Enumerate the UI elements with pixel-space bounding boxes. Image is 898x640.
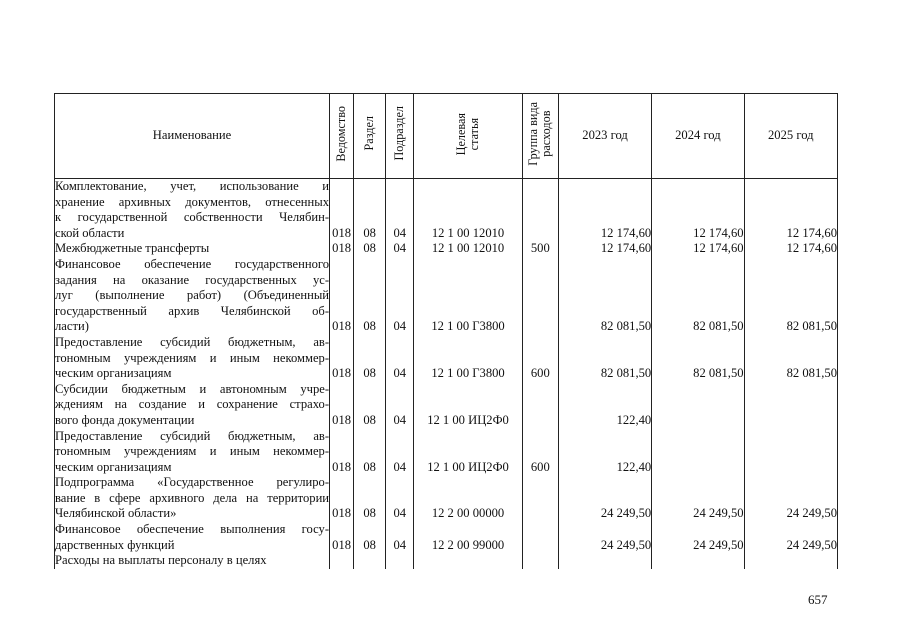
header-vedomstvo: Ведомство: [330, 94, 354, 179]
row-name-line: ческим организациям: [55, 459, 172, 474]
row-vedomstvo: 018: [330, 241, 354, 257]
row-gruppa: [522, 382, 558, 429]
row-gruppa: [522, 179, 558, 242]
row-value-2025: 82 081,50: [744, 335, 837, 382]
row-razdel: 08: [354, 241, 386, 257]
row-value-2024: [652, 382, 744, 429]
row-name-line: ласти): [55, 319, 89, 334]
row-vedomstvo: [330, 553, 354, 569]
row-tselevaya-statya: 12 1 00 12010: [414, 241, 522, 257]
row-name: [55, 475, 330, 522]
header-2025: 2025 год: [744, 94, 837, 179]
row-tselevaya-statya: 12 1 00 Г3800: [414, 257, 522, 335]
row-value-2024: 12 174,60: [652, 241, 744, 257]
row-gruppa: [522, 553, 558, 569]
row-name: [55, 429, 330, 476]
budget-table: [54, 93, 838, 569]
row-gruppa: [522, 522, 558, 553]
row-value-2024: 24 249,50: [652, 522, 744, 553]
row-name-line: луг (выполнение работ) (Объединенный: [55, 288, 330, 303]
row-name-line: Челябинской области»: [55, 506, 177, 521]
row-tselevaya-statya: [414, 553, 522, 569]
row-razdel: 08: [354, 522, 386, 553]
row-name-line: к государственной собственности Челябин-: [55, 210, 330, 225]
row-name-line: задания на оказание государственных ус-: [55, 272, 330, 287]
row-tselevaya-statya: 12 1 00 Г3800: [414, 335, 522, 382]
row-value-2023: 82 081,50: [558, 335, 651, 382]
header-razdel: Раздел: [354, 94, 386, 179]
row-podrazdel: [386, 553, 414, 569]
row-vedomstvo: 018: [330, 475, 354, 522]
row-value-2024: 12 174,60: [652, 179, 744, 242]
row-value-2025: [744, 429, 837, 476]
row-razdel: 08: [354, 179, 386, 242]
row-podrazdel: 04: [386, 382, 414, 429]
table-row: [55, 475, 838, 522]
row-value-2025: 12 174,60: [744, 179, 837, 242]
row-podrazdel: 04: [386, 429, 414, 476]
row-name-line: Финансовое обеспечение государственного: [55, 256, 330, 271]
row-podrazdel: 04: [386, 257, 414, 335]
header-gruppa-vida-rashodov: Группа вида расходов: [522, 94, 558, 179]
row-tselevaya-statya: 12 2 00 99000: [414, 522, 522, 553]
row-value-2023: 82 081,50: [558, 257, 651, 335]
row-value-2023: 24 249,50: [558, 475, 651, 522]
row-razdel: 08: [354, 475, 386, 522]
table-row: [55, 335, 838, 382]
row-value-2025: 24 249,50: [744, 475, 837, 522]
page-number: 657: [808, 592, 828, 607]
header-tselevaya-statya: Целевая статья: [414, 94, 522, 179]
budget-sheet: [54, 93, 838, 581]
row-name: [55, 335, 330, 382]
row-name: [55, 179, 330, 242]
table-body: [55, 179, 838, 569]
row-name: [55, 382, 330, 429]
row-podrazdel: 04: [386, 475, 414, 522]
row-name-line: Комплектование, учет, использование и: [55, 179, 330, 193]
row-name-line: Финансовое обеспечение выполнения госу-: [55, 522, 330, 537]
row-value-2023: 12 174,60: [558, 241, 651, 257]
row-tselevaya-statya: 12 1 00 ИЦ2Ф0: [414, 382, 522, 429]
row-vedomstvo: 018: [330, 335, 354, 382]
row-name-line: вание в сфере архивного дела на территории: [55, 490, 330, 505]
row-name-line: хранение архивных документов, отнесенных: [55, 194, 330, 209]
row-tselevaya-statya: 12 1 00 ИЦ2Ф0: [414, 429, 522, 476]
row-podrazdel: 04: [386, 522, 414, 553]
row-vedomstvo: 018: [330, 429, 354, 476]
row-value-2023: [558, 553, 651, 569]
row-gruppa: 600: [522, 429, 558, 476]
row-name-line: Предоставление субсидий бюджетным, ав-: [55, 334, 330, 349]
row-value-2025: 24 249,50: [744, 522, 837, 553]
row-razdel: [354, 553, 386, 569]
row-gruppa: 500: [522, 241, 558, 257]
row-razdel: 08: [354, 257, 386, 335]
row-name-line: ческим организациям: [55, 366, 172, 381]
row-name-line: дарственных функций: [55, 537, 175, 552]
header-podrazdel: Подраздел: [386, 94, 414, 179]
row-tselevaya-statya: 12 2 00 00000: [414, 475, 522, 522]
row-value-2023: 12 174,60: [558, 179, 651, 242]
row-tselevaya-statya: 12 1 00 12010: [414, 179, 522, 242]
row-name-line: тономным учреждениям и иным некоммер-: [55, 350, 330, 365]
table-row: [55, 553, 838, 569]
table-row: [55, 429, 838, 476]
row-value-2024: [652, 429, 744, 476]
row-podrazdel: 04: [386, 179, 414, 242]
row-value-2023: 122,40: [558, 429, 651, 476]
row-gruppa: [522, 257, 558, 335]
row-value-2024: 82 081,50: [652, 257, 744, 335]
row-vedomstvo: 018: [330, 257, 354, 335]
row-value-2025: [744, 382, 837, 429]
row-vedomstvo: 018: [330, 382, 354, 429]
row-name-line: вого фонда документации: [55, 412, 195, 427]
row-name-line: Предоставление субсидий бюджетным, ав-: [55, 428, 330, 443]
table-row: [55, 179, 838, 242]
table-row: [55, 522, 838, 553]
row-razdel: 08: [354, 382, 386, 429]
header-2023: 2023 год: [558, 94, 651, 179]
row-razdel: 08: [354, 335, 386, 382]
row-value-2025: 12 174,60: [744, 241, 837, 257]
row-name-line: ской области: [55, 225, 125, 240]
row-value-2024: 24 249,50: [652, 475, 744, 522]
row-name: [55, 257, 330, 335]
row-name-line: Субсидии бюджетным и автономным учре-: [55, 381, 330, 396]
row-value-2025: [744, 553, 837, 569]
row-value-2025: 82 081,50: [744, 257, 837, 335]
table-row: [55, 257, 838, 335]
header-name: Наименование: [55, 94, 330, 179]
row-podrazdel: 04: [386, 241, 414, 257]
row-podrazdel: 04: [386, 335, 414, 382]
header-2024: 2024 год: [652, 94, 744, 179]
row-value-2024: [652, 553, 744, 569]
row-value-2024: 82 081,50: [652, 335, 744, 382]
row-value-2023: 24 249,50: [558, 522, 651, 553]
row-gruppa: 600: [522, 335, 558, 382]
header-row: [55, 94, 838, 179]
row-name-line: Подпрограмма «Государственное регулиро-: [55, 475, 330, 490]
row-name-line: тономным учреждениям и иным некоммер-: [55, 444, 330, 459]
table-row: [55, 241, 838, 257]
row-gruppa: [522, 475, 558, 522]
row-value-2023: 122,40: [558, 382, 651, 429]
row-name-line: государственный архив Челябинской об-: [55, 303, 330, 318]
row-name: [55, 553, 330, 569]
row-name-line: Межбюджетные трансферты: [55, 241, 210, 256]
row-name: [55, 241, 330, 257]
row-name: [55, 522, 330, 553]
row-name-line: ждениям на создание и сохранение страхо-: [55, 397, 330, 412]
table-row: [55, 382, 838, 429]
row-vedomstvo: 018: [330, 522, 354, 553]
row-name-line: Расходы на выплаты персоналу в целях: [55, 553, 267, 568]
row-razdel: 08: [354, 429, 386, 476]
row-vedomstvo: 018: [330, 179, 354, 242]
